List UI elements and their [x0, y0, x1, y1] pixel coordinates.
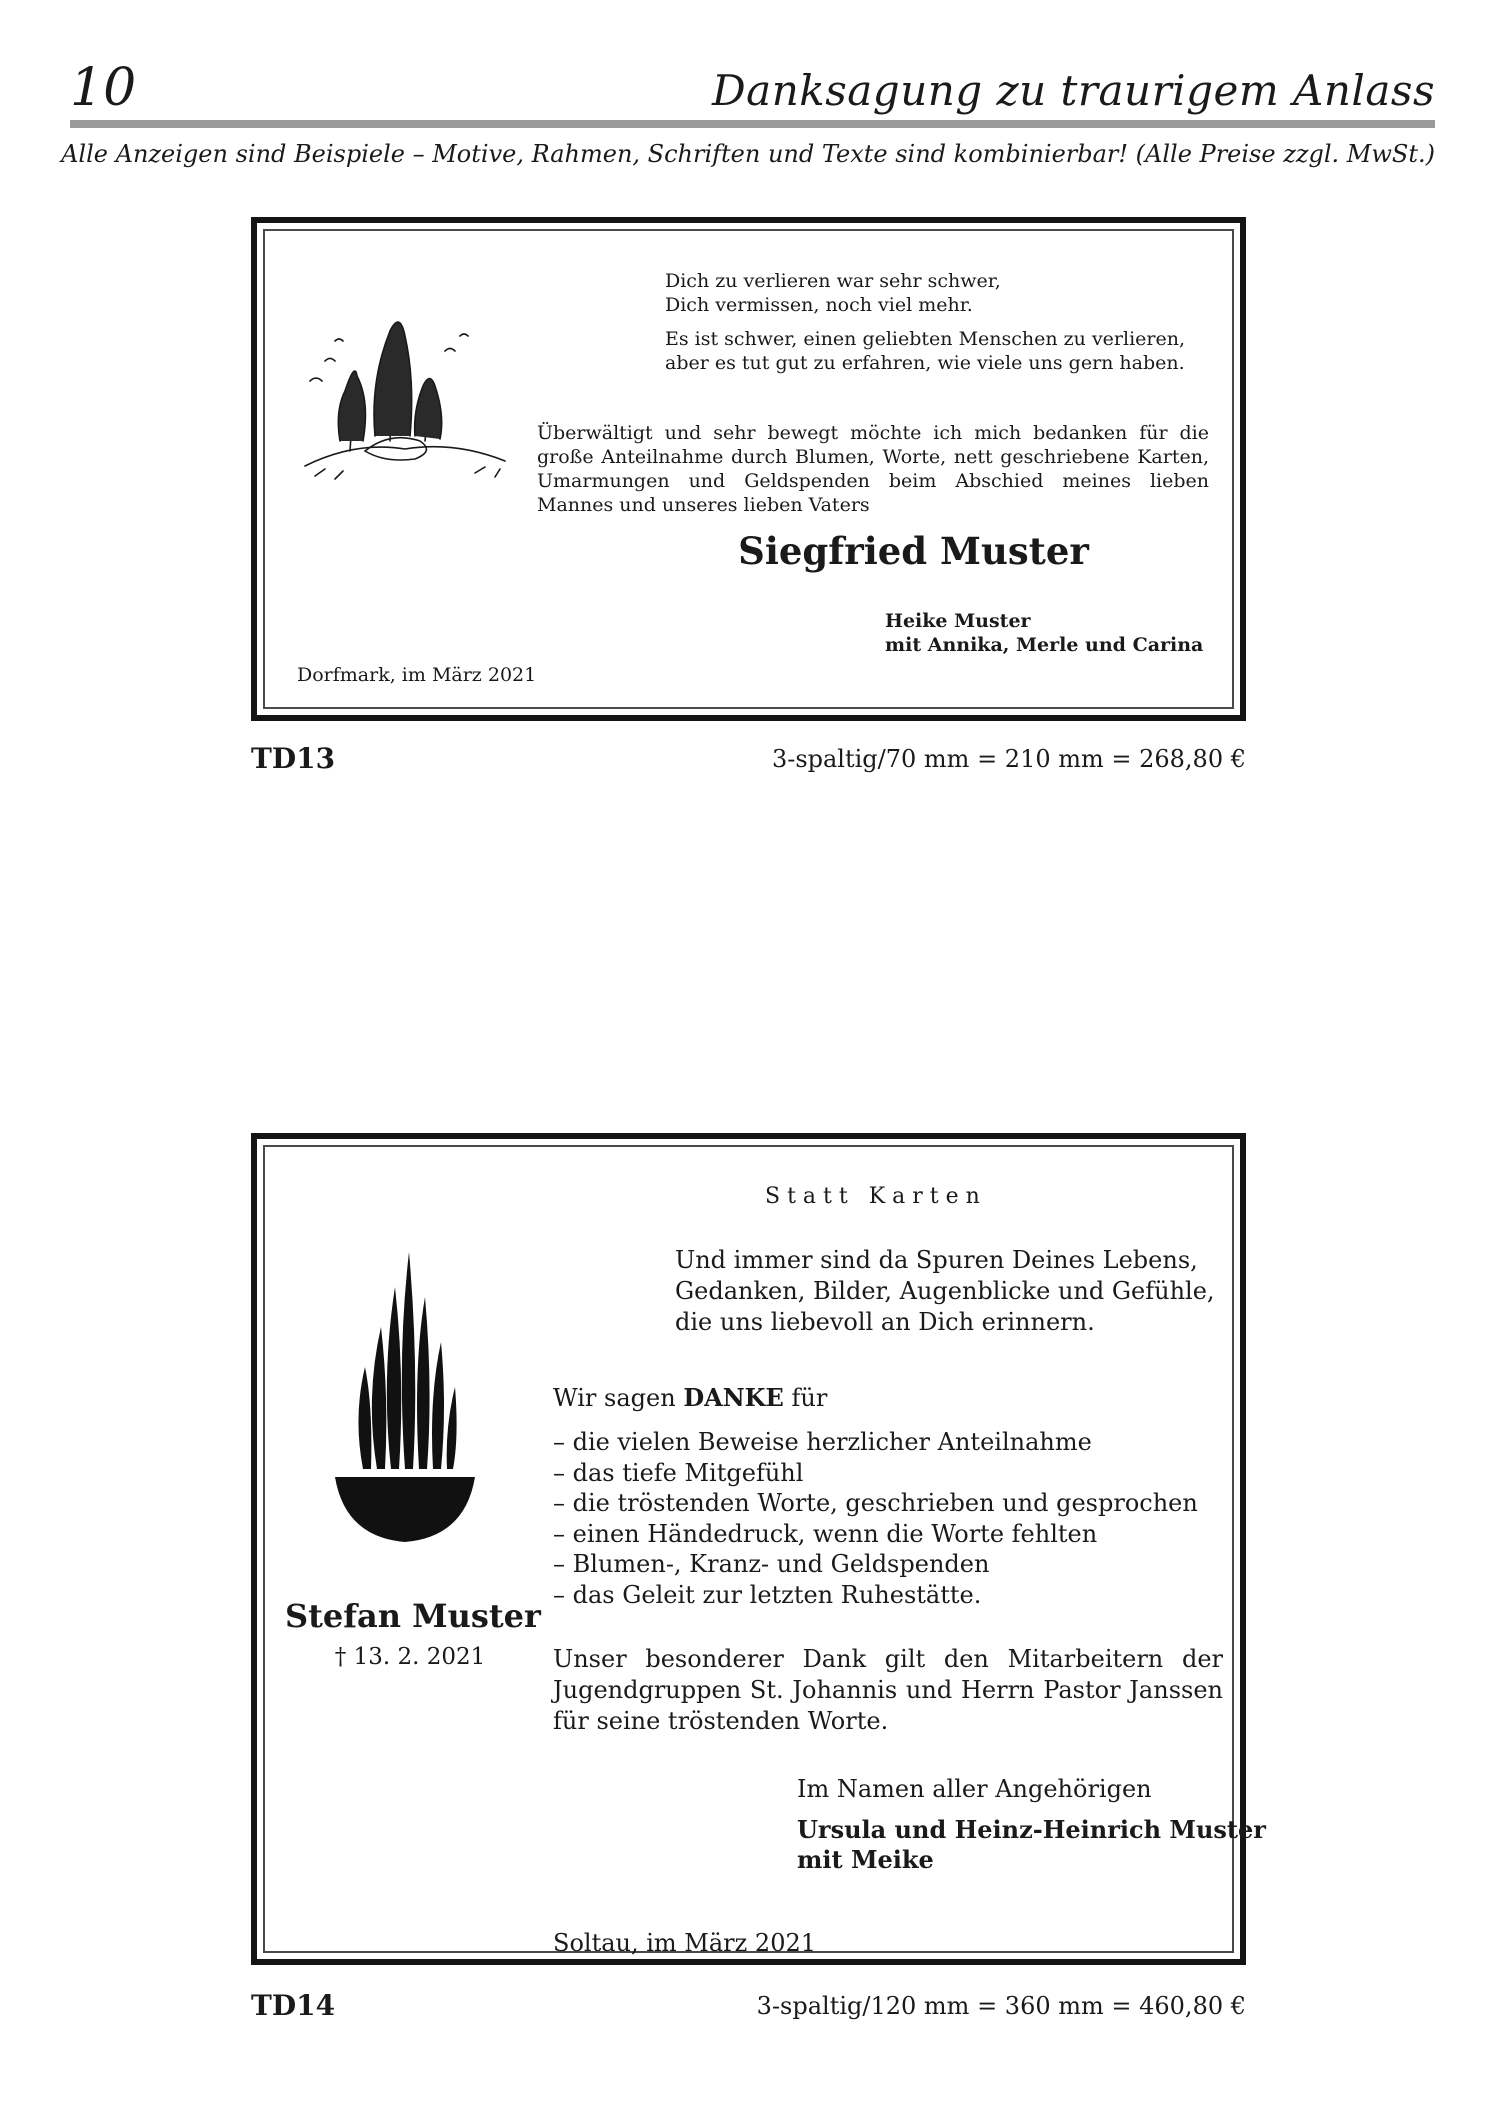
thanks-list [553, 1427, 1198, 1610]
list-item: – das tiefe Mitgefühl [553, 1458, 804, 1487]
ad-inner-frame [263, 1145, 1266, 1957]
ad-td14 [251, 1133, 1266, 1965]
names-intro: Im Namen aller Angehörigen [797, 1775, 1152, 1803]
page-subtitle: Alle Anzeigen sind Beispiele – Motive, Rahmen, Schriften und Texte sind kombinierbar! (Alle Preise zzgl. MwSt.) [61, 140, 1435, 168]
poem-line: Gedanken, Bilder, Augenblicke und Gefühle, [675, 1277, 1215, 1305]
ad-heading: Statt Karten [765, 1184, 987, 1209]
poem-line: Dich vermissen, noch viel mehr. [665, 294, 973, 316]
signature-line: Heike Muster [885, 610, 1031, 632]
ad-poem [675, 1245, 1215, 1338]
signature [885, 609, 1203, 657]
signature-line: Ursula und Heinz-Heinrich Muster [797, 1815, 1266, 1844]
thanks-suffix: für [783, 1384, 828, 1412]
header-rule [70, 120, 1435, 128]
ad-body-text: Überwältigt und sehr bewegt möchte ich mich bedanken für die große Anteilnahme durch Blumen, Worte, nett geschriebene Karten, Umarmungen und Geldspenden beim Abschied meines lieben Mannes und unseres lieben Vaters [537, 422, 1209, 516]
signature-line: mit Annika, Merle und Carina [885, 634, 1204, 656]
closing-text: Unser besonderer Dank gilt den Mitarbeitern der Jugendgruppen St. Johannis und Herrn Pastor Janssen für seine tröstenden Worte. [553, 1645, 1223, 1735]
poem-line: die uns liebevoll an Dich erinnern. [675, 1308, 1095, 1336]
poem-line: Und immer sind da Spuren Deines Lebens, [675, 1246, 1198, 1274]
poem-line: aber es tut gut zu erfahren, wie viele uns gern haben. [665, 352, 1185, 374]
signature-line: mit Meike [797, 1845, 934, 1874]
flame-bowl-icon [315, 1247, 495, 1557]
ad-code: TD14 [251, 1989, 336, 2022]
poem-line: Dich zu verlieren war sehr schwer, [665, 270, 1001, 292]
thanks-bold: DANKE [683, 1383, 784, 1412]
list-item: – die tröstenden Worte, geschrieben und gesprochen [553, 1489, 1198, 1517]
list-item: – Blumen-, Kranz- und Geldspenden [553, 1550, 990, 1578]
place-date: Dorfmark, im März 2021 [297, 664, 537, 686]
list-item: – einen Händedruck, wenn die Worte fehlten [553, 1519, 1098, 1548]
page-title: Danksagung zu traurigem Anlass [712, 66, 1435, 115]
list-item: – das Geleit zur letzten Ruhestätte. [553, 1580, 982, 1609]
thanks-prefix: Wir sagen [553, 1384, 684, 1412]
ad-code: TD13 [251, 742, 336, 775]
ad-price: 3-spaltig/70 mm = 210 mm = 268,80 € [771, 745, 1246, 773]
page-number: 10 [70, 58, 137, 118]
deceased-name: Stefan Muster [285, 1597, 541, 1635]
ad-poem [665, 269, 1185, 385]
thanks-line [553, 1383, 827, 1412]
deceased-name: Siegfried Muster [738, 529, 1089, 573]
poem-line: Es ist schwer, einen geliebten Menschen zu verlieren, [665, 328, 1186, 350]
ad-inner-frame [263, 229, 1234, 709]
ad-td13 [251, 217, 1246, 721]
place-date: Soltau, im März 2021 [553, 1929, 817, 1957]
list-item: – die vielen Beweise herzlicher Anteilnahme [553, 1428, 1092, 1456]
trees-landscape-icon [295, 291, 515, 491]
ad-price: 3-spaltig/120 mm = 360 mm = 460,80 € [756, 1992, 1246, 2020]
death-date: † 13. 2. 2021 [334, 1644, 486, 1670]
signature [797, 1815, 1266, 1875]
